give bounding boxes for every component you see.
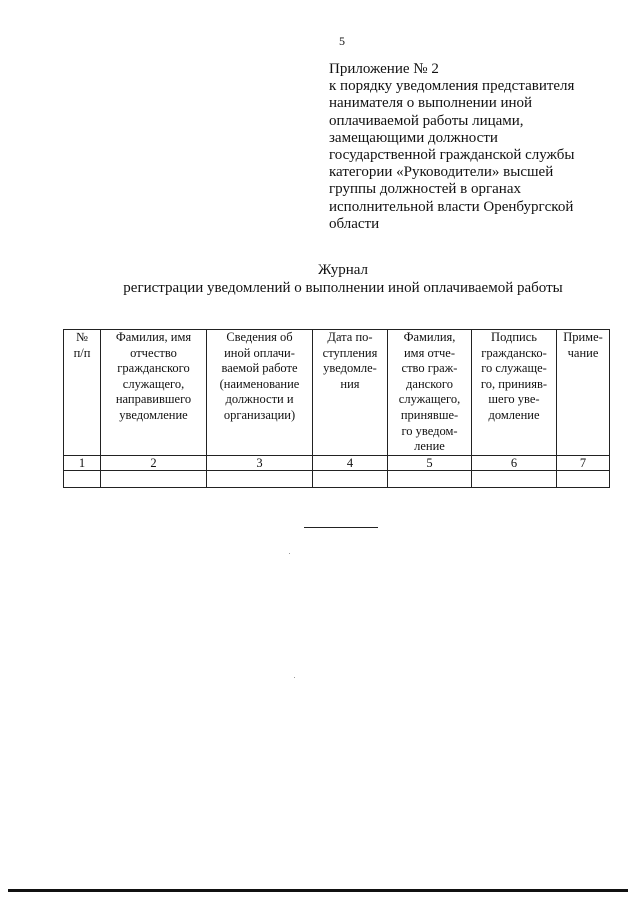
- column-number: 2: [101, 455, 207, 470]
- empty-cell: [388, 470, 472, 487]
- header-sender-name: Фамилия, имя отчество гражданского служащего, направившего уведомление: [101, 330, 207, 456]
- appendix-line: категории «Руководители» высшей: [329, 164, 554, 181]
- empty-cell: [101, 470, 207, 487]
- empty-cell: [472, 470, 557, 487]
- appendix-line: государственной гражданской службы: [329, 147, 575, 164]
- appendix-line: исполнительной власти Оренбургской: [329, 198, 574, 215]
- divider-line: [304, 527, 378, 528]
- appendix-line: замещающими должности: [329, 129, 498, 146]
- empty-table-row: [64, 470, 610, 487]
- column-number: 7: [557, 455, 610, 470]
- empty-cell: [207, 470, 313, 487]
- column-number: 3: [207, 455, 313, 470]
- empty-cell: [313, 470, 388, 487]
- scan-speck: [294, 677, 295, 678]
- column-number: 6: [472, 455, 557, 470]
- empty-cell: [64, 470, 101, 487]
- header-note: Приме- чание: [557, 330, 610, 456]
- page-number: 5: [339, 34, 345, 48]
- journal-title: Журнал: [317, 262, 368, 278]
- header-work-info: Сведения об иной оплачи- ваемой работе (наименование должности и организации): [207, 330, 313, 456]
- header-receipt-date: Дата по- ступления уведомле- ния: [313, 330, 388, 456]
- appendix-line: Приложение № 2: [329, 61, 439, 77]
- table-header-row: [64, 330, 610, 456]
- header-signature: Подпись гражданско- го служаще- го, принияв- шего уве- домление: [472, 330, 557, 456]
- appendix-header: [329, 61, 629, 233]
- column-number: 5: [388, 455, 472, 470]
- appendix-line: оплачиваемой работы лицами,: [329, 112, 524, 129]
- scan-speck: [289, 553, 290, 554]
- appendix-line: к порядку уведомления представителя: [329, 78, 575, 95]
- registration-table: [63, 329, 610, 488]
- column-number: 1: [64, 455, 101, 470]
- appendix-line: нанимателя о выполнении иной: [329, 95, 533, 112]
- appendix-line: группы должностей в органах: [329, 181, 521, 198]
- column-number-row: [64, 455, 610, 470]
- journal-subtitle: регистрации уведомлений о выполнении иной оплачиваемой работы: [123, 280, 563, 296]
- bottom-edge-rule: [8, 889, 628, 892]
- header-receiver-name: Фамилия, имя отче- ство граж- данского служащего, принявше- го уведом- ление: [388, 330, 472, 456]
- column-number: 4: [313, 455, 388, 470]
- header-number: № п/п: [64, 330, 101, 456]
- appendix-line: области: [329, 215, 380, 232]
- empty-cell: [557, 470, 610, 487]
